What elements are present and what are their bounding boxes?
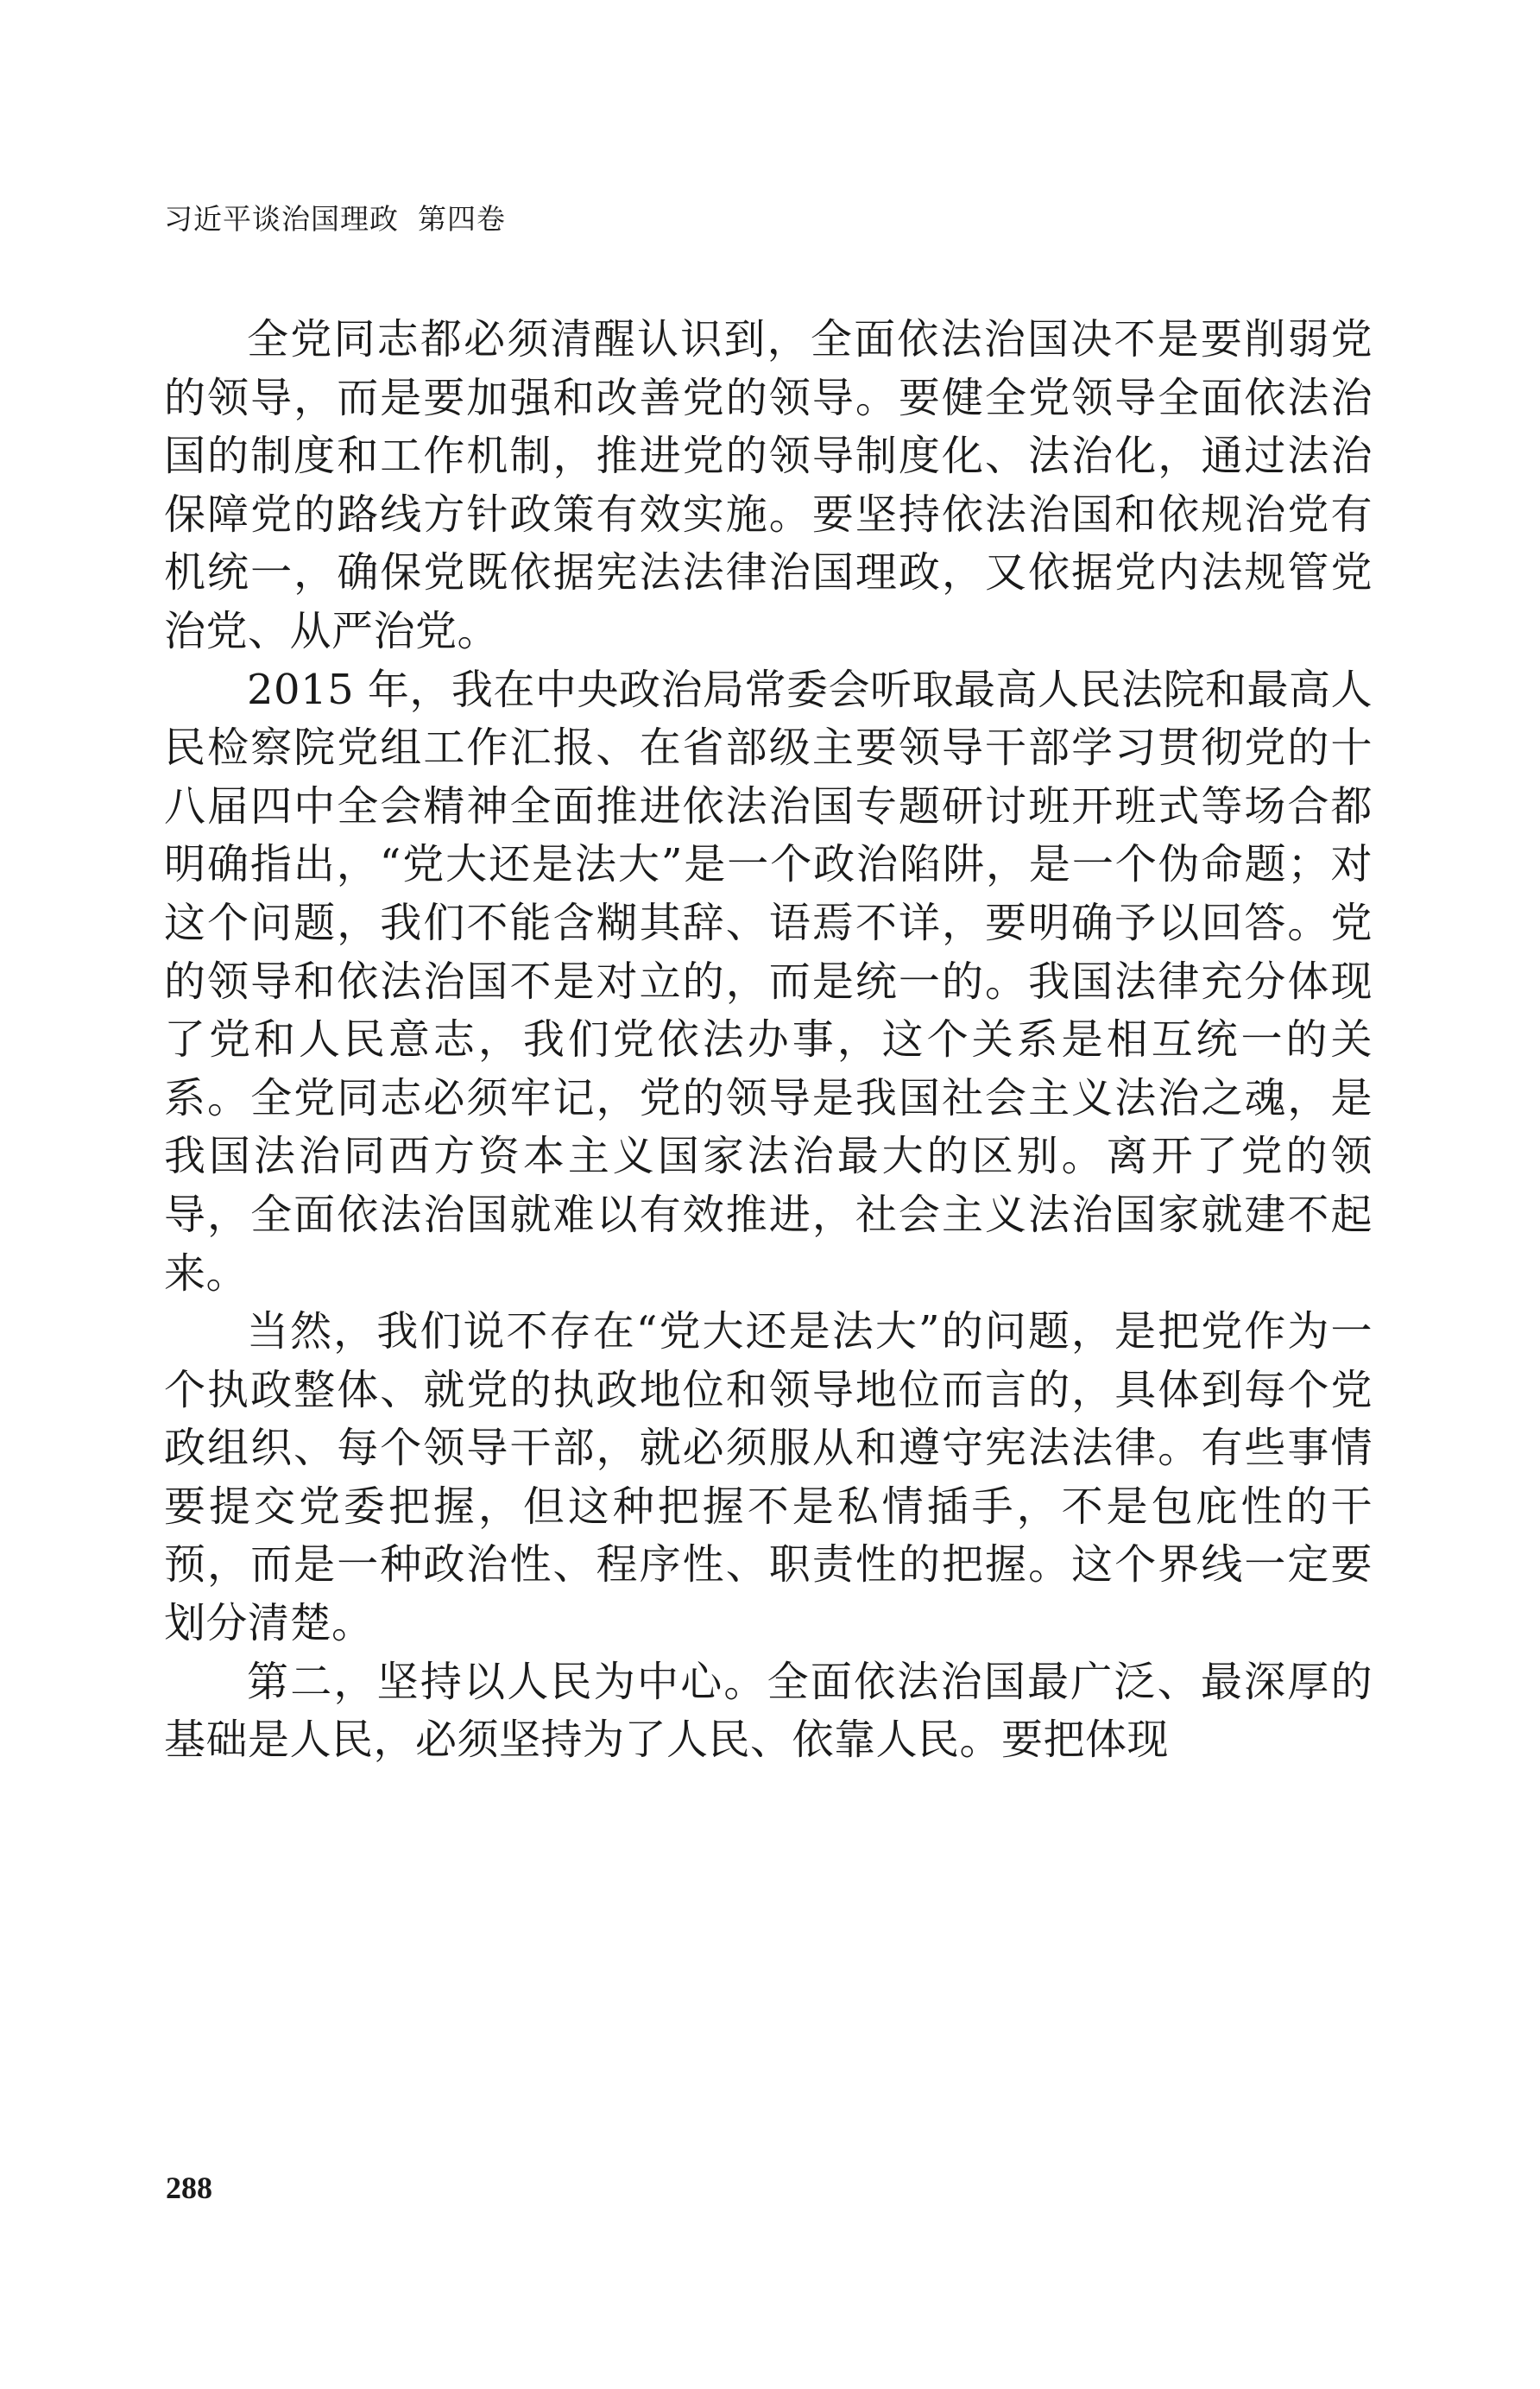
book-title: 习近平谈治国理政 [164,202,399,236]
running-header [164,197,506,237]
paragraph-4: 第二，坚持以人民为中心。全面依法治国最广泛、最深厚的基础是人民，必须坚持为了人民、依靠人民。要把体现 [164,1657,1373,1765]
paragraph-2: 2015 年，我在中央政治局常委会听取最高人民法院和最高人民检察院党组工作汇报、在省部级主要领导干部学习贯彻党的十八届四中全会精神全面推进依法治国专题研讨班开班式等场合都明确指出，“党大还是法大”是一个政治陷阱，是一个伪命题；对这个问题，我们不能含糊其辞、语焉不详，要明确予以回答。党的领导和依法治国不是对立的，而是统一的。我国法律充分体现了党和人民意志，我们党依法办事，这个关系是相互统一的关系。全党同志必须牢记，党的领导是我国社会主义法治之魂，是我国法治同西方资本主义国家法治最大的区别。离开了党的领导，全面依法治国就难以有效推进，社会主义法治国家就建不起来。 [164,665,1373,1298]
volume-label: 第四卷 [418,202,506,236]
page-number: 288 [166,2171,212,2205]
paragraph-1: 全党同志都必须清醒认识到，全面依法治国决不是要削弱党的领导，而是要加强和改善党的领导。要健全党领导全面依法治国的制度和工作机制，推进党的领导制度化、法治化，通过法治保障党的路线方针政策有效实施。要坚持依法治国和依规治党有机统一，确保党既依据宪法法律治国理政，又依据党内法规管党治党、从严治党。 [164,315,1373,655]
body-text [164,311,1373,1770]
paragraph-3: 当然，我们说不存在“党大还是法大”的问题，是把党作为一个执政整体、就党的执政地位和领导地位而言的，具体到每个党政组织、每个领导干部，就必须服从和遵守宪法法律。有些事情要提交党委把握，但这种把握不是私情插手，不是包庇性的干预，而是一种政治性、程序性、职责性的把握。这个界线一定要划分清楚。 [164,1307,1373,1648]
